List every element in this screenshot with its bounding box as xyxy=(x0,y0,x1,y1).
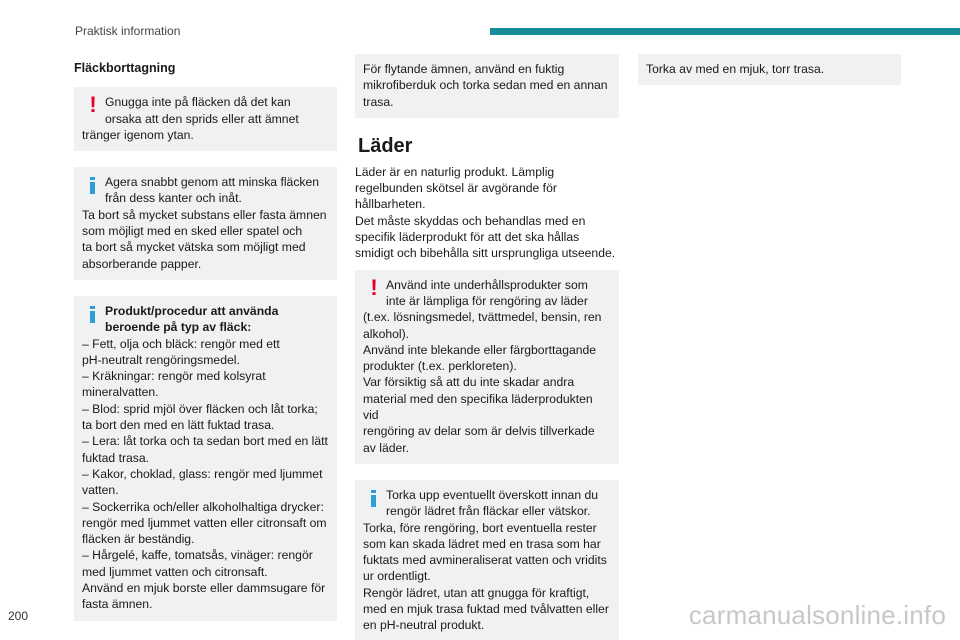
text-line: – Fett, olja och bläck: rengör med ett xyxy=(82,336,280,351)
text-line: produkter (t.ex. perkloreten). xyxy=(363,359,517,374)
section-header: Praktisk information xyxy=(75,24,181,38)
box-liquids xyxy=(355,54,619,118)
text-line: av läder. xyxy=(363,440,410,455)
text-line: smidigt och bibehålla sitt ursprungliga utseende. xyxy=(355,246,616,261)
info-icon xyxy=(371,490,376,507)
text-line: mineralvatten. xyxy=(82,385,159,400)
text-line: Gnugga inte på fläcken då det kan xyxy=(105,95,291,110)
text-line: Läder är en naturlig produkt. Lämplig xyxy=(355,164,555,179)
text-line: vatten. xyxy=(82,483,119,498)
text-line: som möjligt med en sked eller spatel och xyxy=(82,224,303,239)
info-box-act-quickly xyxy=(74,167,337,280)
text-line: fuktad trasa. xyxy=(82,450,150,465)
text-line: specifik läderprodukt för att det ska hållas xyxy=(355,230,580,245)
section-title-stain-removal: Fläckborttagning xyxy=(74,61,176,75)
text-line: som kan skada lädret med en trasa som har xyxy=(363,536,601,551)
text-line: ur ordentligt. xyxy=(363,569,431,584)
text-line: Var försiktig så att du inte skadar andra xyxy=(363,375,575,390)
text-line: fasta ämnen. xyxy=(82,597,153,612)
info-box-leather-cleaning xyxy=(355,480,619,640)
box-first-lines xyxy=(82,303,329,336)
leather-body-text xyxy=(355,164,619,262)
text-line: För flytande ämnen, använd en fuktig xyxy=(363,62,565,76)
text-line: – Hårgelé, kaffe, tomatsås, vinäger: rengör xyxy=(82,548,313,563)
page-number: 200 xyxy=(8,609,29,623)
box-dry-cloth xyxy=(638,54,901,85)
box-first-lines xyxy=(82,94,329,127)
warning-icon: ! xyxy=(89,92,97,118)
text-line: rengör lädret från fläckar eller vätskor. xyxy=(386,504,591,519)
text-line: (t.ex. lösningsmedel, tvättmedel, bensin, ren xyxy=(363,310,602,325)
text-line: Agera snabbt genom att minska fläcken xyxy=(105,175,320,190)
warning-box-leather-products xyxy=(355,270,619,464)
text-line: fuktats med avmineraliserat vatten och vridits xyxy=(363,553,607,568)
column-3 xyxy=(638,54,901,101)
section-heading-leather: Läder xyxy=(358,134,413,157)
column-2 xyxy=(355,54,619,640)
text-line: Använd en mjuk borste eller dammsugare för xyxy=(82,581,326,596)
text-line: rengör med ljummet vatten eller citronsaft om xyxy=(82,515,327,530)
text-line: – Sockerrika och/eller alkoholhaltiga drycker: xyxy=(82,499,324,514)
warning-icon: ! xyxy=(370,274,378,300)
box-first-lines xyxy=(363,274,611,310)
text-line: pH-neutralt rengöringsmedel. xyxy=(82,352,240,367)
info-icon xyxy=(90,177,95,194)
text-line: – Blod: sprid mjöl över fläcken och låt torka; xyxy=(82,401,318,416)
text-line: ta bort så mycket vätska som möjligt med xyxy=(82,240,306,255)
info-box-stain-types xyxy=(74,296,337,621)
text-line: – Lera: låt torka och ta sedan bort med en lätt xyxy=(82,434,328,449)
text-line: med ljummet vatten och citronsaft. xyxy=(82,564,268,579)
text-line: en pH-neutral produkt. xyxy=(363,618,485,633)
box-first-lines xyxy=(82,174,329,207)
text-line: inte är lämpliga för rengöring av läder xyxy=(386,293,588,308)
text-line: Ta bort så mycket substans eller fasta ämnen xyxy=(82,207,327,222)
text-line: trasa. xyxy=(363,94,394,109)
text-line: Det måste skyddas och behandlas med en xyxy=(355,213,586,228)
text-line: Torka upp eventuellt överskott innan du xyxy=(386,487,599,502)
text-line: alkohol). xyxy=(363,326,410,341)
box-first-lines xyxy=(363,487,611,520)
text-line: Rengör lädret, utan att gnugga för kraftigt, xyxy=(363,585,590,600)
text-line: hållbarheten. xyxy=(355,197,426,212)
text-line: Torka av med en mjuk, torr trasa. xyxy=(646,62,825,76)
text-line: orsaka att den sprids eller att ämnet xyxy=(105,111,299,126)
text-line: Använd inte underhållsprodukter som xyxy=(386,277,588,292)
text-line: fläcken är beständig. xyxy=(82,532,195,547)
header-bar xyxy=(490,28,960,35)
text-line: – Kräkningar: rengör med kolsyrat xyxy=(82,369,266,384)
warning-box-rubbing xyxy=(74,87,337,151)
text-line: mikrofiberduk och torka sedan med en annan xyxy=(363,78,608,93)
text-line: ta bort den med en lätt fuktad trasa. xyxy=(82,418,275,433)
watermark: carmanualsonline.info xyxy=(688,600,946,630)
text-line: Använd inte blekande eller färgborttagande xyxy=(363,342,597,357)
column-1 xyxy=(74,54,337,637)
info-icon xyxy=(90,306,95,323)
text-line: rengöring av delar som är delvis tillverkade xyxy=(363,424,595,439)
text-line: tränger igenom ytan. xyxy=(82,127,194,142)
text-line: beroende på typ av fläck: xyxy=(105,320,252,335)
text-line: Produkt/procedur att använda xyxy=(105,303,279,318)
text-line: absorberande papper. xyxy=(82,256,202,271)
text-line: – Kakor, choklad, glass: rengör med ljummet xyxy=(82,466,323,481)
text-line: med en mjuk trasa fuktad med tvålvatten eller xyxy=(363,602,609,617)
text-line: material med den specifika läderprodukten vid xyxy=(363,391,593,423)
text-line: regelbunden skötsel är avgörande för xyxy=(355,181,557,196)
text-line: Torka, före rengöring, bort eventuella rester xyxy=(363,520,597,535)
text-line: från dess kanter och inåt. xyxy=(105,191,242,206)
